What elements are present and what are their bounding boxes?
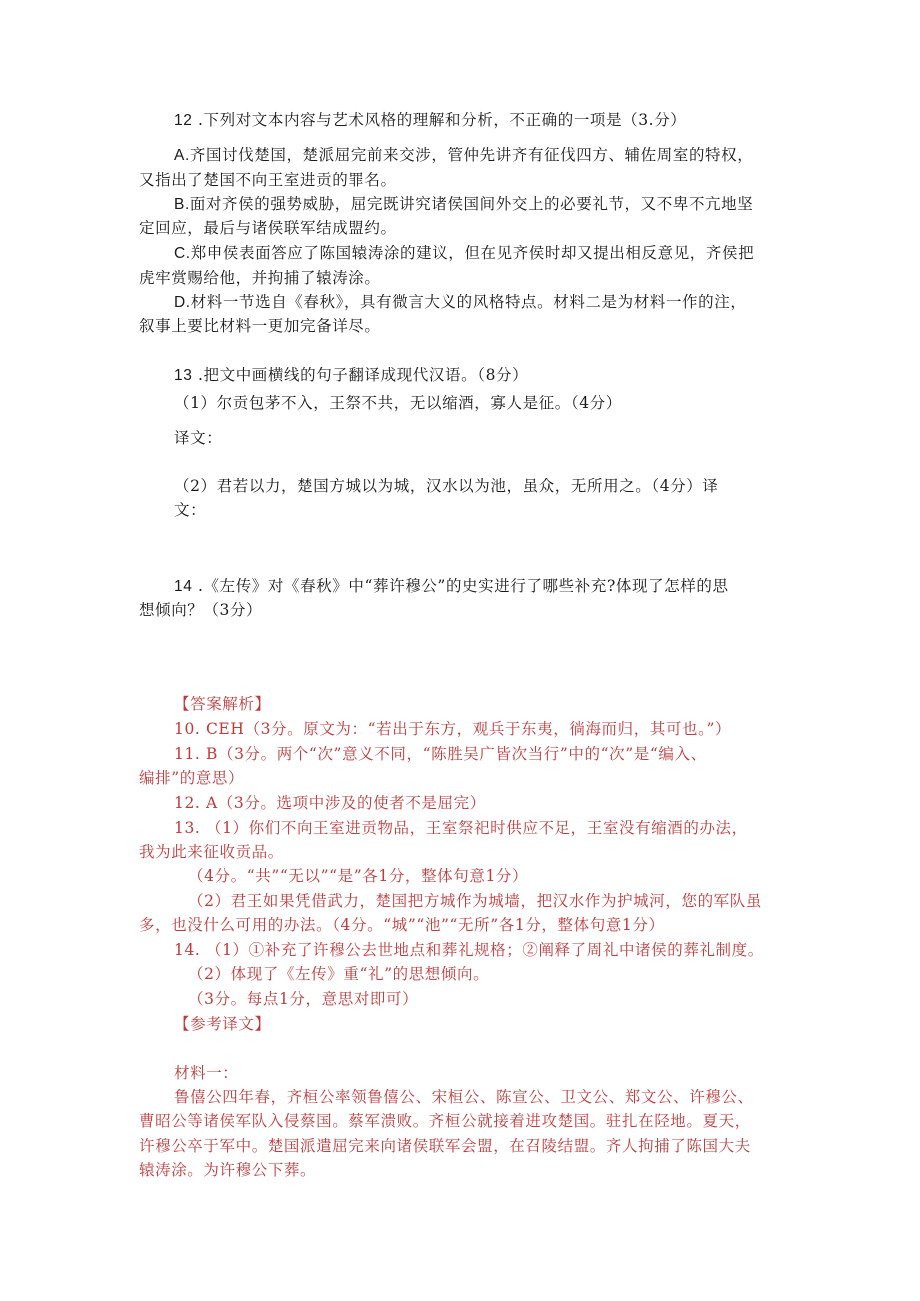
answer-13-scoring-1: （4分。“共”“无以”“是”各1分，整体句意1分） xyxy=(188,867,529,885)
q13-number: 13 xyxy=(174,367,193,384)
q14-stem-cont: 想倾向？（3分） xyxy=(139,601,263,619)
answer-13-part2: （2）君王如果凭借武力，楚国把方城作为城墙，把汉水作为护城河，您的军队虽 xyxy=(188,892,762,910)
q12-option-b-cont: 定回应，最后与诸侯联军结成盟约。 xyxy=(139,219,397,237)
q14-stem xyxy=(174,576,729,597)
q13-sub2-cont: 文： xyxy=(174,501,207,519)
translation-line-4: 辕涛涂。为许穆公下葬。 xyxy=(139,1161,317,1179)
translation-line-1: 鲁僖公四年春，齐桓公率领鲁僖公、宋桓公、陈宣公、卫文公、郑文公、许穆公、 xyxy=(174,1088,754,1106)
option-letter: A. xyxy=(174,147,190,164)
answer-14-part2: （2）体现了《左传》重“礼”的思想倾向。 xyxy=(188,965,490,983)
answer-13-cont: 我为此来征收贡品。 xyxy=(139,843,284,861)
option-letter: B. xyxy=(174,196,190,213)
answer-10: 10. CEH（3分。原文为：“若出于东方，观兵于东夷，徜海而归，其可也。”） xyxy=(174,720,732,738)
q12-option-d-cont: 叙事上要比材料一更加完备详尽。 xyxy=(139,317,381,335)
q12-option-a-cont: 又指出了楚国不向王室进贡的罪名。 xyxy=(139,171,397,189)
q12-option-b xyxy=(174,194,753,215)
answer-11-cont: 编排”的意思） xyxy=(139,769,245,787)
answer-12: 12. A（3分。选项中涉及的使者不是屈完） xyxy=(174,794,486,812)
q12-option-c xyxy=(174,243,754,264)
q12-stem xyxy=(174,110,686,131)
translation-title: 材料一： xyxy=(174,1064,239,1082)
translation-line-3: 许穆公卒于军中。楚国派遣屈完来向诸侯联军会盟，在召陵结盟。齐人拘捕了陈国大夫 xyxy=(139,1137,751,1155)
option-text: 面对齐侯的强势威胁，屈完既讲究诸侯国间外交上的必要礼节，又不卑不亢地坚 xyxy=(189,195,754,213)
answer-13: 13. （1）你们不向王室进贡物品，王室祭祀时供应不足，王室没有缩酒的办法， xyxy=(174,819,748,837)
q13-sub1-answer-label: 译文： xyxy=(174,429,223,447)
q12-stem-text: .下列对文本内容与艺术风格的理解和分析，不正确的一项是（3.分） xyxy=(197,111,687,129)
q13-stem xyxy=(174,365,528,386)
translation-line-2: 曹昭公等诸侯军队入侵蔡国。蔡军溃败。齐桓公就接着进攻楚国。驻扎在陉地。夏天， xyxy=(139,1112,751,1130)
option-letter: C. xyxy=(174,245,191,262)
q12-option-c-cont: 虎牢赏赐给他，并拘捕了辕涛涂。 xyxy=(139,269,381,287)
answer-11: 11. B（3分。两个“次”意义不同，“陈胜吴广皆次当行”中的“次”是“编入、 xyxy=(174,745,707,763)
q14-stem-text: .《左传》对《春秋》中“葬许穆公”的史实进行了哪些补充?体现了怎样的思 xyxy=(197,577,729,595)
q14-number: 14 xyxy=(174,578,193,595)
q13-stem-text: .把文中画横线的句子翻译成现代汉语。（8分） xyxy=(197,366,529,384)
q12-number: 12 xyxy=(174,112,193,129)
option-text: 材料一节选自《春秋》，具有微言大义的风格特点。材料二是为材料一作的注， xyxy=(190,293,747,311)
q13-sub1: （1）尔贡包茅不入，王祭不共，无以缩酒，寡人是征。（4分） xyxy=(174,394,622,412)
answer-14-scoring: （3分。每点1分，意思对即可） xyxy=(188,990,419,1008)
option-letter: D. xyxy=(174,294,191,311)
answer-13-part2-cont: 多，也没什么可用的办法。（4分。“城”“池”“无所”各1分，整体句意1分） xyxy=(139,916,665,934)
option-text: 郑申侯表面答应了陈国辕涛涂的建议，但在见齐侯时却又提出相反意见，齐侯把 xyxy=(190,244,755,262)
q13-sub2: （2）君若以力，楚国方城以为城，汉水以为池，虽众，无所用之。（4分）译 xyxy=(174,477,719,495)
q12-option-a xyxy=(174,145,753,166)
answer-14: 14. （1）①补充了许穆公去世地点和葬礼规格；②阐释了周礼中诸侯的葬礼制度。 xyxy=(174,941,764,959)
option-text: 齐国讨伐楚国，楚派屈完前来交涉，管仲先讲齐有征伐四方、辅佐周室的特权， xyxy=(189,146,754,164)
q12-option-d xyxy=(174,292,746,313)
reference-translation-heading: 【参考译文】 xyxy=(174,1015,271,1033)
answer-heading: 【答案解析】 xyxy=(174,695,271,713)
